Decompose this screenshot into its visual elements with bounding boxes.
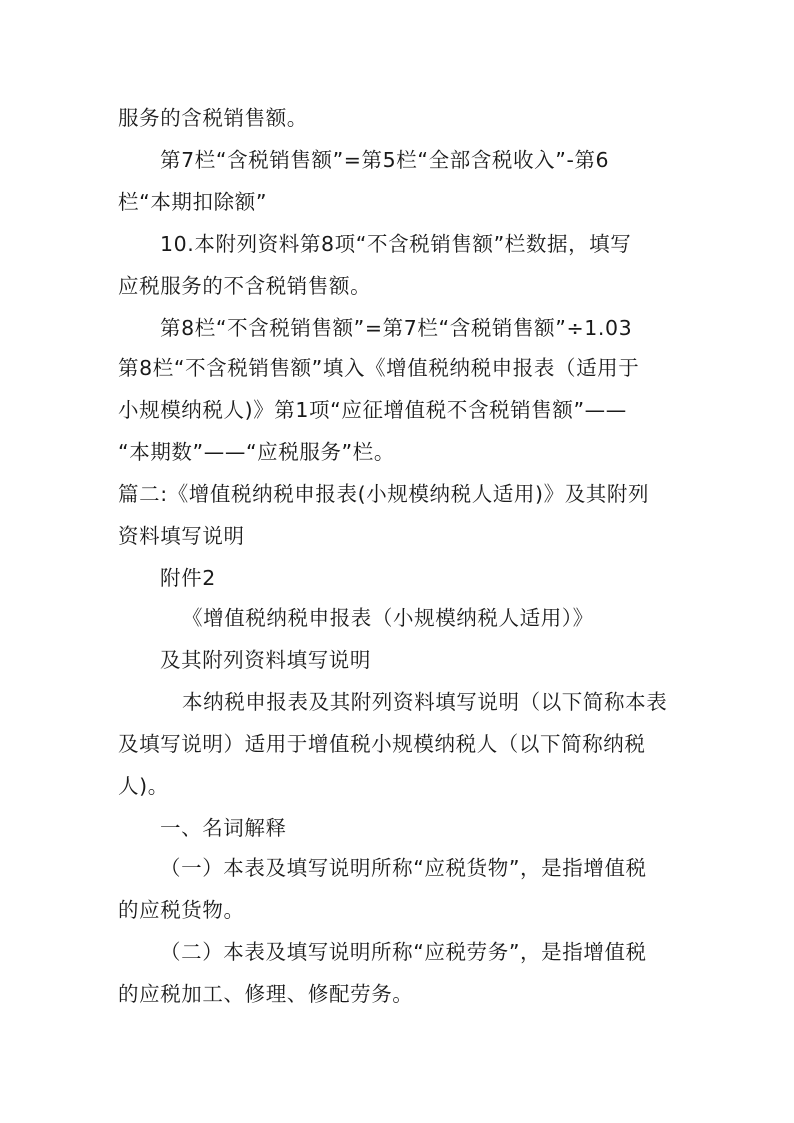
text-line: 第7栏“含税销售额”=第5栏“全部含税收入”-第6 bbox=[160, 148, 610, 172]
text-line: 及填写说明）适用于增值税小规模纳税人（以下简称纳税 bbox=[118, 732, 646, 756]
section-heading: 一、名词解释 bbox=[160, 816, 287, 840]
text-line: “本期数”——“应税服务”栏。 bbox=[118, 440, 395, 464]
text-line: 服务的含税销售额。 bbox=[118, 106, 308, 130]
text-line: 的应税货物。 bbox=[118, 898, 245, 922]
section-heading: 资料填写说明 bbox=[118, 524, 245, 548]
text-line: 栏“本期扣除额” bbox=[118, 190, 268, 214]
text-line: 的应税加工、修理、修配劳务。 bbox=[118, 982, 414, 1006]
document-subtitle: 及其附列资料填写说明 bbox=[160, 648, 371, 672]
document-title: 《增值税纳税申报表（小规模纳税人适用）》 bbox=[182, 606, 594, 630]
text-line: （一）本表及填写说明所称“应税货物”，是指增值税 bbox=[160, 856, 647, 880]
text-line: （二）本表及填写说明所称“应税劳务”，是指增值税 bbox=[160, 940, 647, 964]
text-line: 人)。 bbox=[118, 774, 169, 798]
text-line: 10.本附列资料第8项“不含税销售额”栏数据，填写 bbox=[160, 232, 632, 256]
section-heading: 篇二:《增值税纳税申报表(小规模纳税人适用)》及其附列 bbox=[118, 482, 650, 506]
text-line: 本纳税申报表及其附列资料填写说明（以下简称本表 bbox=[182, 690, 668, 714]
text-line: 第8栏“不含税销售额”=第7栏“含税销售额”÷1.03 bbox=[160, 316, 633, 340]
text-line: 小规模纳税人)》第1项“应征增值税不含税销售额”—— bbox=[118, 398, 627, 422]
text-line: 应税服务的不含税销售额。 bbox=[118, 274, 372, 298]
attachment-label: 附件2 bbox=[160, 566, 216, 590]
text-line: 第8栏“不含税销售额”填入《增值税纳税申报表（适用于 bbox=[118, 356, 640, 380]
